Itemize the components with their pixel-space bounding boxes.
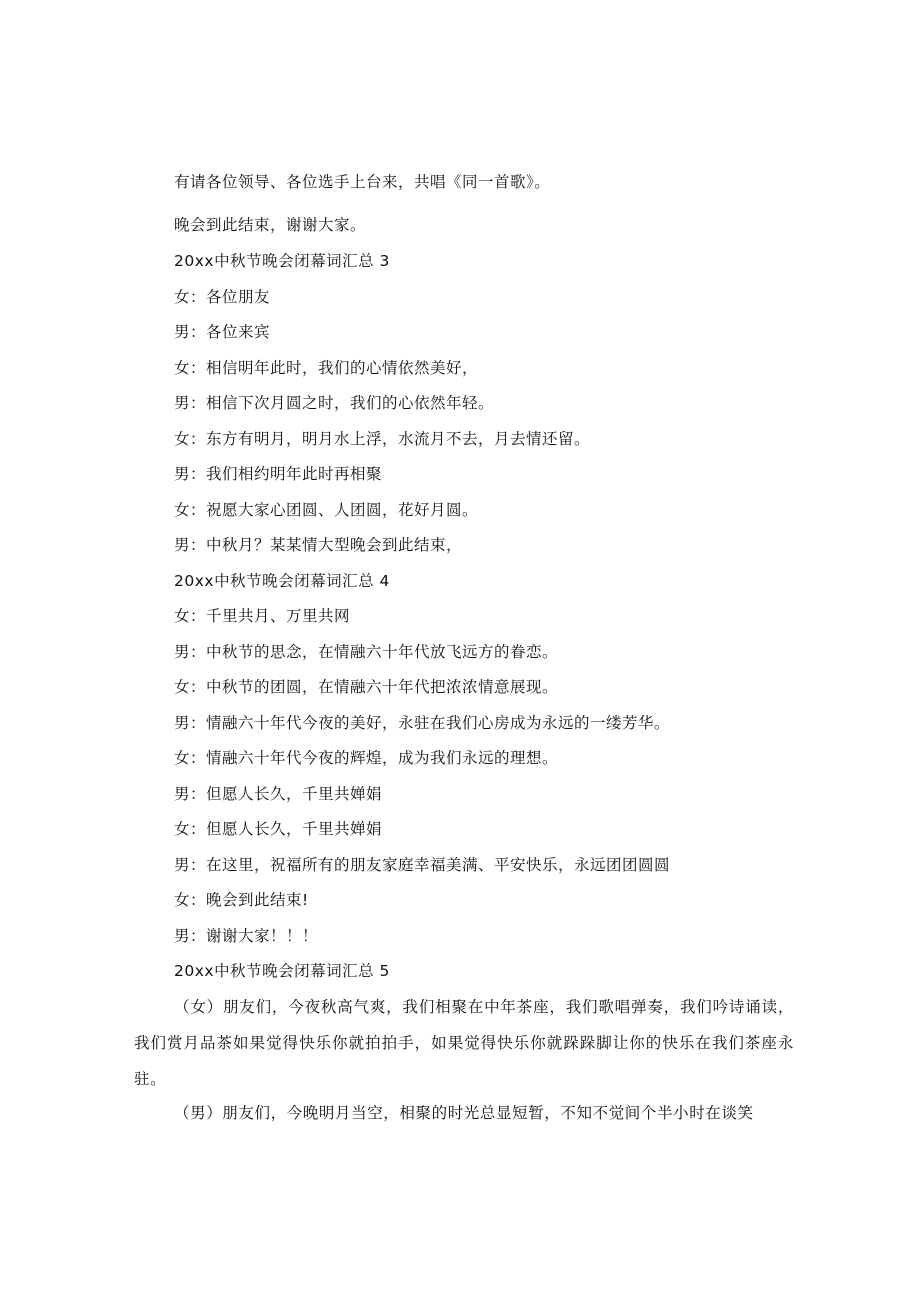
dialogue-line: 女：东方有明月，明月水上浮，水流月不去，月去情还留。 <box>174 430 591 448</box>
dialogue-line: 男：中秋月？某某情大型晚会到此结束， <box>174 536 463 554</box>
paragraph: （女）朋友们，今夜秋高气爽，我们相聚在中年茶座，我们歌唱弹奏，我们吟诗诵读，我们赏月品茶如果觉得快乐你就拍拍手，如果觉得快乐你就跺跺脚让你的快乐在我们茶座永驻。 <box>134 998 794 1088</box>
dialogue-line: 女：中秋节的团圆，在情融六十年代把浓浓情意展现。 <box>174 678 559 696</box>
section-heading: 20xx中秋节晚会闭幕词汇总 4 <box>174 572 390 590</box>
dialogue-line: 女：祝愿大家心团圆、人团圆，花好月圆。 <box>174 501 479 519</box>
dialogue-line: 男：各位来宾 <box>174 323 271 341</box>
dialogue-line: 男：我们相约明年此时再相聚 <box>174 465 383 483</box>
text-line: 有请各位领导、各位选手上台来，共唱《同一首歌》。 <box>174 173 551 191</box>
dialogue-line: 男：但愿人长久，千里共婵娟 <box>174 785 383 803</box>
dialogue-line: 男：情融六十年代今夜的美好，永驻在我们心房成为永远的一缕芳华。 <box>174 714 671 732</box>
paragraph: （男）朋友们，今晚明月当空，相聚的时光总显短暂，不知不觉间个半小时在谈笑 <box>174 1104 754 1122</box>
dialogue-line: 女：相信明年此时，我们的心情依然美好， <box>174 359 479 377</box>
dialogue-line: 女：情融六十年代今夜的辉煌，成为我们永远的理想。 <box>174 749 559 767</box>
section-heading: 20xx中秋节晚会闭幕词汇总 3 <box>174 252 390 270</box>
dialogue-line: 男：在这里，祝福所有的朋友家庭幸福美满、平安快乐，永远团团圆圆 <box>174 856 671 874</box>
section-heading: 20xx中秋节晚会闭幕词汇总 5 <box>174 962 390 980</box>
dialogue-line: 男：相信下次月圆之时，我们的心依然年轻。 <box>174 394 495 412</box>
dialogue-line: 女：各位朋友 <box>174 288 271 306</box>
dialogue-line: 女：晚会到此结束! <box>174 891 309 909</box>
dialogue-line: 女：千里共月、万里共网 <box>174 607 351 625</box>
dialogue-line: 女：但愿人长久，千里共婵娟 <box>174 820 383 838</box>
dialogue-line: 男：中秋节的思念，在情融六十年代放飞远方的眷恋。 <box>174 643 559 661</box>
dialogue-line: 男：谢谢大家！！！ <box>174 927 319 945</box>
text-line: 晚会到此结束，谢谢大家。 <box>174 216 367 234</box>
